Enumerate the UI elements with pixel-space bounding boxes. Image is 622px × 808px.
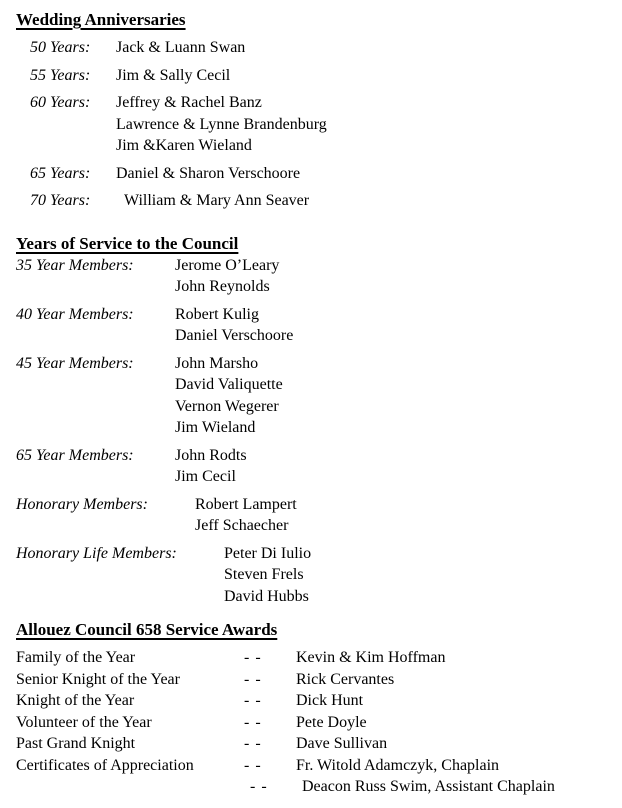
member-name: John Marsho [175, 354, 259, 372]
anniversary-row-50-years [16, 37, 612, 59]
award-row-volunteer-of-the-year [16, 712, 612, 734]
service-row-honorary-life [16, 543, 612, 608]
anniversary-names [116, 163, 612, 185]
member-name: Robert Lampert [195, 495, 297, 513]
service-label: 35 Year Members: [16, 256, 134, 274]
anniversary-label: 65 Years: [30, 164, 91, 182]
award-title: Past Grand Knight [16, 735, 136, 752]
anniversary-row-65-years [16, 163, 612, 185]
award-separator: - - [250, 778, 268, 795]
service-names [195, 494, 612, 537]
member-name: Jerome O’Leary [175, 256, 280, 274]
award-row-certificates-continued [16, 776, 612, 798]
award-title: Certificates of Appreciation [16, 756, 194, 774]
anniversary-names [116, 65, 612, 87]
award-recipient: Dick Hunt [296, 692, 364, 709]
member-name: Jim Cecil [175, 468, 236, 485]
award-recipient: Fr. Witold Adamczyk, Chaplain [296, 756, 500, 774]
section-years-of-service [16, 233, 612, 608]
member-name: David Hubbs [224, 587, 309, 605]
member-name: Daniel Verschoore [175, 327, 294, 344]
service-row-honorary [16, 494, 612, 537]
couple-name: Jim &Karen Wieland [116, 137, 252, 154]
award-row-past-grand-knight [16, 733, 612, 755]
service-names [175, 255, 612, 298]
award-recipient: Kevin & Kim Hoffman [296, 649, 446, 666]
anniversary-row-55-years [16, 65, 612, 87]
award-row-senior-knight [16, 669, 612, 691]
member-name: Steven Frels [224, 566, 304, 583]
award-separator: - - [244, 649, 262, 666]
service-row-65-year [16, 445, 612, 488]
service-label: 45 Year Members: [16, 354, 134, 372]
service-names [175, 353, 612, 439]
award-title: Knight of the Year [16, 692, 135, 709]
section-service-awards [16, 619, 612, 798]
couple-name: William & Mary Ann Seaver [124, 192, 310, 209]
member-name: Robert Kulig [175, 305, 259, 323]
anniversary-names [116, 92, 612, 157]
award-separator: - - [244, 670, 262, 688]
anniversary-row-60-years [16, 92, 612, 157]
anniversary-names [116, 37, 612, 59]
couple-name: Jim & Sally Cecil [116, 66, 231, 84]
service-row-35-year [16, 255, 612, 298]
anniversary-row-70-years [16, 190, 612, 212]
award-recipient: Rick Cervantes [296, 670, 395, 688]
service-row-45-year [16, 353, 612, 439]
award-row-knight-of-the-year [16, 690, 612, 712]
member-name: David Valiquette [175, 376, 283, 393]
section-wedding-anniversaries [16, 9, 612, 212]
member-name: John Rodts [175, 446, 247, 464]
member-name: Jeff Schaecher [195, 517, 289, 534]
award-separator: - - [244, 713, 262, 731]
member-name: Peter Di Iulio [224, 544, 312, 562]
service-row-40-year [16, 304, 612, 347]
award-title [16, 776, 244, 798]
anniversary-label: 60 Years: [30, 94, 91, 111]
anniversary-label: 50 Years: [30, 39, 91, 56]
award-title: Senior Knight of the Year [16, 670, 180, 688]
service-label: Honorary Members: [16, 495, 148, 513]
anniversary-names [116, 190, 612, 212]
service-label: 65 Year Members: [16, 446, 134, 464]
service-awards-heading: Allouez Council 658 Service Awards [16, 620, 278, 639]
service-names [175, 445, 612, 488]
service-names [224, 543, 612, 608]
award-separator: - - [244, 756, 262, 774]
couple-name: Jeffrey & Rachel Banz [116, 94, 262, 111]
award-separator: - - [244, 692, 262, 709]
anniversary-label: 70 Years: [30, 192, 91, 209]
award-separator: - - [244, 735, 262, 752]
couple-name: Daniel & Sharon Verschoore [116, 164, 301, 182]
award-title: Volunteer of the Year [16, 713, 152, 731]
member-name: Vernon Wegerer [175, 397, 279, 415]
award-recipient: Pete Doyle [296, 713, 367, 731]
service-names [175, 304, 612, 347]
award-recipient: Deacon Russ Swim, Assistant Chaplain [302, 778, 555, 795]
couple-name: Lawrence & Lynne Brandenburg [116, 115, 327, 133]
member-name: John Reynolds [175, 278, 270, 295]
award-row-certificates [16, 755, 612, 777]
award-title: Family of the Year [16, 649, 136, 666]
award-recipient: Dave Sullivan [296, 735, 388, 752]
service-label: Honorary Life Members: [16, 544, 177, 562]
anniversary-label: 55 Years: [30, 66, 91, 84]
wedding-anniversaries-heading: Wedding Anniversaries [16, 10, 186, 29]
award-row-family-of-the-year [16, 647, 612, 669]
years-of-service-heading: Years of Service to the Council [16, 233, 239, 253]
service-label: 40 Year Members: [16, 305, 134, 323]
member-name: Jim Wieland [175, 419, 256, 436]
couple-name: Jack & Luann Swan [116, 39, 246, 56]
